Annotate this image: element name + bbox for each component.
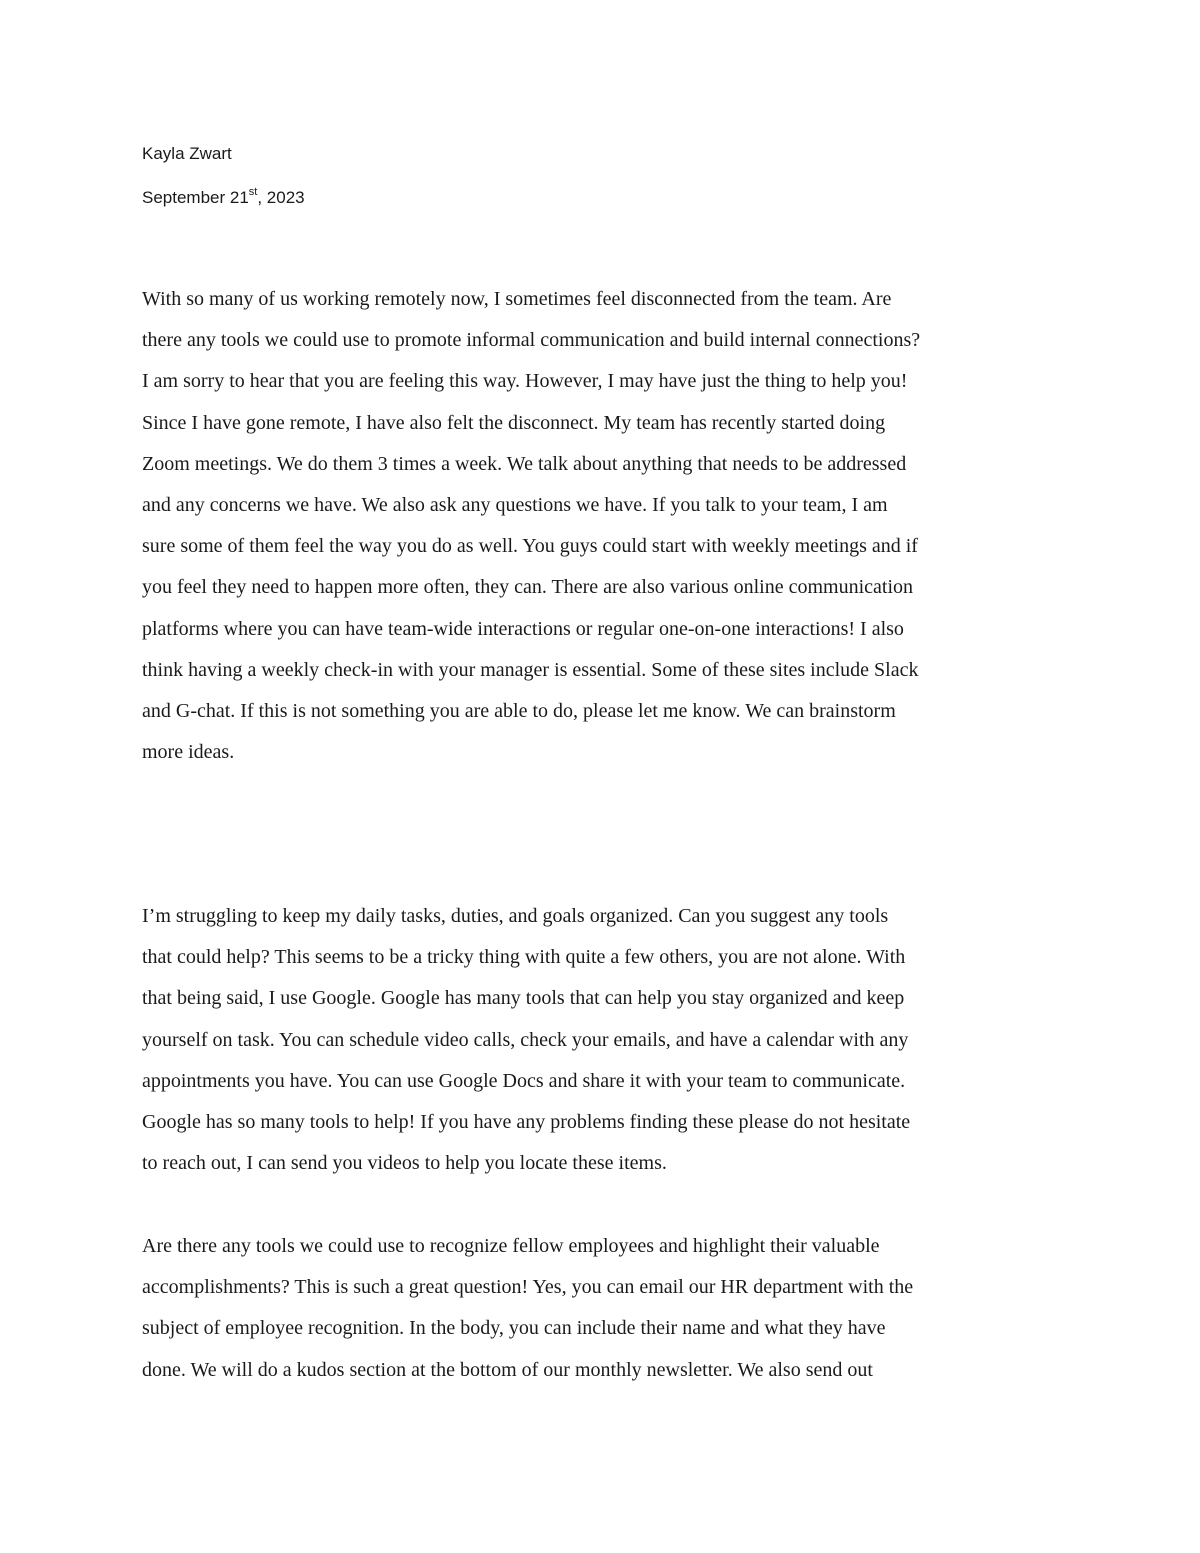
- paragraph-remote-communication: [142, 279, 1062, 773]
- paragraph-line: and any concerns we have. We also ask any questions we have. If you talk to your team, I am: [142, 494, 888, 517]
- date-prefix: September 21: [142, 188, 249, 207]
- paragraph-line: I am sorry to hear that you are feeling this way. However, I may have just the thing to help you!: [142, 370, 908, 393]
- paragraph-line: you feel they need to happen more often, they can. There are also various online communication: [142, 576, 914, 599]
- paragraph-line: that could help? This seems to be a tricky thing with quite a few others, you are not alone. With: [142, 946, 906, 969]
- paragraph-line: yourself on task. You can schedule video calls, check your emails, and have a calendar with any: [142, 1028, 909, 1051]
- paragraph-line: subject of employee recognition. In the body, you can include their name and what they have: [142, 1317, 886, 1340]
- paragraph-line: and G-chat. If this is not something you are able to do, please let me know. We can brainstorm: [142, 700, 896, 723]
- paragraph-line: Google has so many tools to help! If you have any problems finding these please do not hesitate: [142, 1111, 911, 1134]
- paragraph-line: done. We will do a kudos section at the bottom of our monthly newsletter. We also send out: [142, 1358, 873, 1381]
- paragraph-line: to reach out, I can send you videos to help you locate these items.: [142, 1152, 667, 1175]
- paragraph-employee-recognition: [142, 1226, 1062, 1391]
- paragraph-line: there any tools we could use to promote informal communication and build internal connections?: [142, 329, 921, 352]
- paragraph-line: more ideas.: [142, 741, 235, 764]
- date-ordinal-suffix: st: [248, 186, 258, 199]
- author-name-text: Kayla Zwart: [142, 144, 232, 163]
- date-rest: , 2023: [257, 188, 305, 207]
- paragraph-task-organization: [142, 896, 1062, 1184]
- paragraph-line: accomplishments? This is such a great question! Yes, you can email our HR department with the: [142, 1276, 914, 1299]
- paragraph-line: I’m struggling to keep my daily tasks, duties, and goals organized. Can you suggest any tools: [142, 905, 889, 927]
- paragraph-line: sure some of them feel the way you do as well. You guys could start with weekly meetings and if: [142, 535, 918, 558]
- paragraph-line: Are there any tools we could use to recognize fellow employees and highlight their valuable: [142, 1235, 880, 1257]
- paragraph-line: think having a weekly check-in with your manager is essential. Some of these sites include Slack: [142, 658, 919, 681]
- document-date: [142, 188, 305, 208]
- paragraph-line: that being said, I use Google. Google has many tools that can help you stay organized and keep: [142, 987, 905, 1010]
- paragraph-line: Since I have gone remote, I have also felt the disconnect. My team has recently started doing: [142, 411, 886, 434]
- paragraph-line: With so many of us working remotely now, I sometimes feel disconnected from the team. Are: [142, 288, 892, 310]
- paragraph-line: platforms where you can have team-wide interactions or regular one-on-one interactions! I also: [142, 617, 904, 640]
- author-name: [142, 144, 232, 164]
- paragraph-line: appointments you have. You can use Google Docs and share it with your team to communicate.: [142, 1069, 906, 1092]
- paragraph-line: Zoom meetings. We do them 3 times a week. We talk about anything that needs to be addressed: [142, 452, 907, 475]
